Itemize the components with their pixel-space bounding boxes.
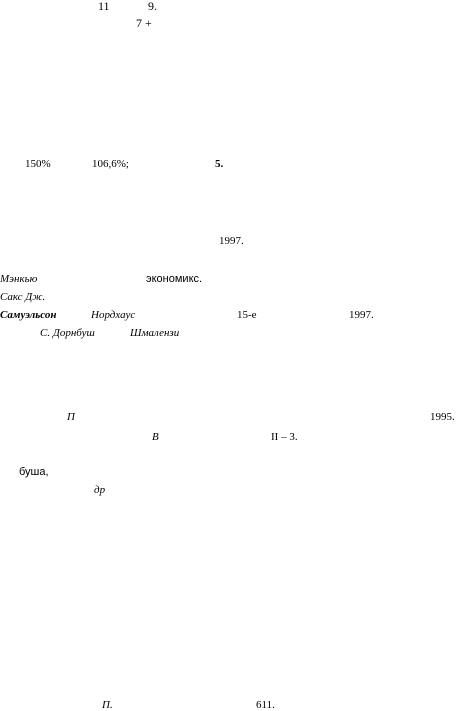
author-name: Самуэльсон (0, 309, 57, 321)
text-fragment: II – 3. (271, 431, 298, 443)
author-name: Сакс Дж. (0, 291, 46, 303)
author-name: С. Дорнбуш (40, 327, 95, 339)
text-fragment: П (67, 411, 75, 423)
author-name: Шмалензи (130, 327, 180, 339)
text-fragment: 1997. (349, 309, 374, 321)
text-fragment: 106,6%; (92, 158, 129, 170)
text-fragment: 15-е (237, 309, 257, 321)
text-fragment: 611. (256, 699, 275, 711)
text-fragment: 7 + (136, 16, 152, 30)
author-name: Мэнкью (0, 273, 38, 285)
text-fragment: др (94, 484, 106, 496)
text-fragment: 9. (148, 0, 157, 13)
text-fragment: 5. (215, 158, 224, 170)
text-fragment: 150% (25, 158, 51, 170)
text-fragment: экономикс. (146, 273, 203, 285)
text-fragment: П. (102, 699, 113, 711)
author-name: Нордхаус (91, 309, 136, 321)
text-fragment: 11 (98, 0, 110, 13)
text-fragment: буша, (19, 466, 49, 478)
text-fragment: 1995. (430, 411, 455, 423)
text-fragment: В (152, 431, 159, 443)
text-fragment: 1997. (219, 235, 244, 247)
